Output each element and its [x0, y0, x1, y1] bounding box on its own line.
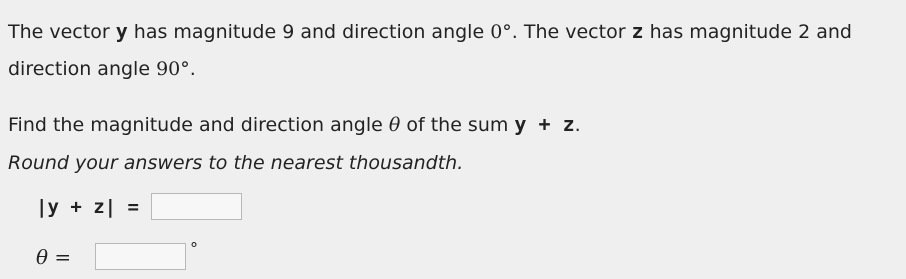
degree-unit: ° — [190, 239, 198, 258]
problem-text: The vector — [8, 21, 116, 43]
problem-text: direction angle — [8, 58, 157, 80]
problem-text: . — [189, 58, 196, 80]
angle-value: 0° — [490, 21, 512, 43]
problem-text: . The vector — [511, 21, 632, 43]
problem-text: has magnitude 2 and — [643, 21, 852, 43]
rounding-instruction: Round your answers to the nearest thousandth. — [8, 152, 464, 174]
problem-line-1 — [8, 19, 852, 44]
angle-value: 90° — [156, 58, 190, 80]
problem-text: . — [574, 114, 581, 136]
vector-z: z — [631, 19, 644, 43]
problem-text: of the sum — [400, 114, 515, 136]
magnitude-input[interactable] — [151, 193, 242, 220]
theta-symbol: θ — [388, 114, 401, 136]
magnitude-label: |y + z| = — [36, 195, 139, 218]
problem-text: Find the magnitude and direction angle — [8, 114, 389, 136]
angle-label: θ = — [36, 244, 72, 269]
problem-text: has magnitude 9 and direction angle — [127, 21, 491, 43]
vector-y: y — [115, 19, 128, 43]
angle-input[interactable] — [95, 243, 186, 270]
sum-expression: y + z — [514, 112, 575, 136]
magnitude-answer-row — [36, 193, 242, 220]
angle-answer-row — [36, 239, 198, 270]
problem-line-3 — [8, 112, 581, 137]
problem-line-2 — [8, 57, 196, 81]
